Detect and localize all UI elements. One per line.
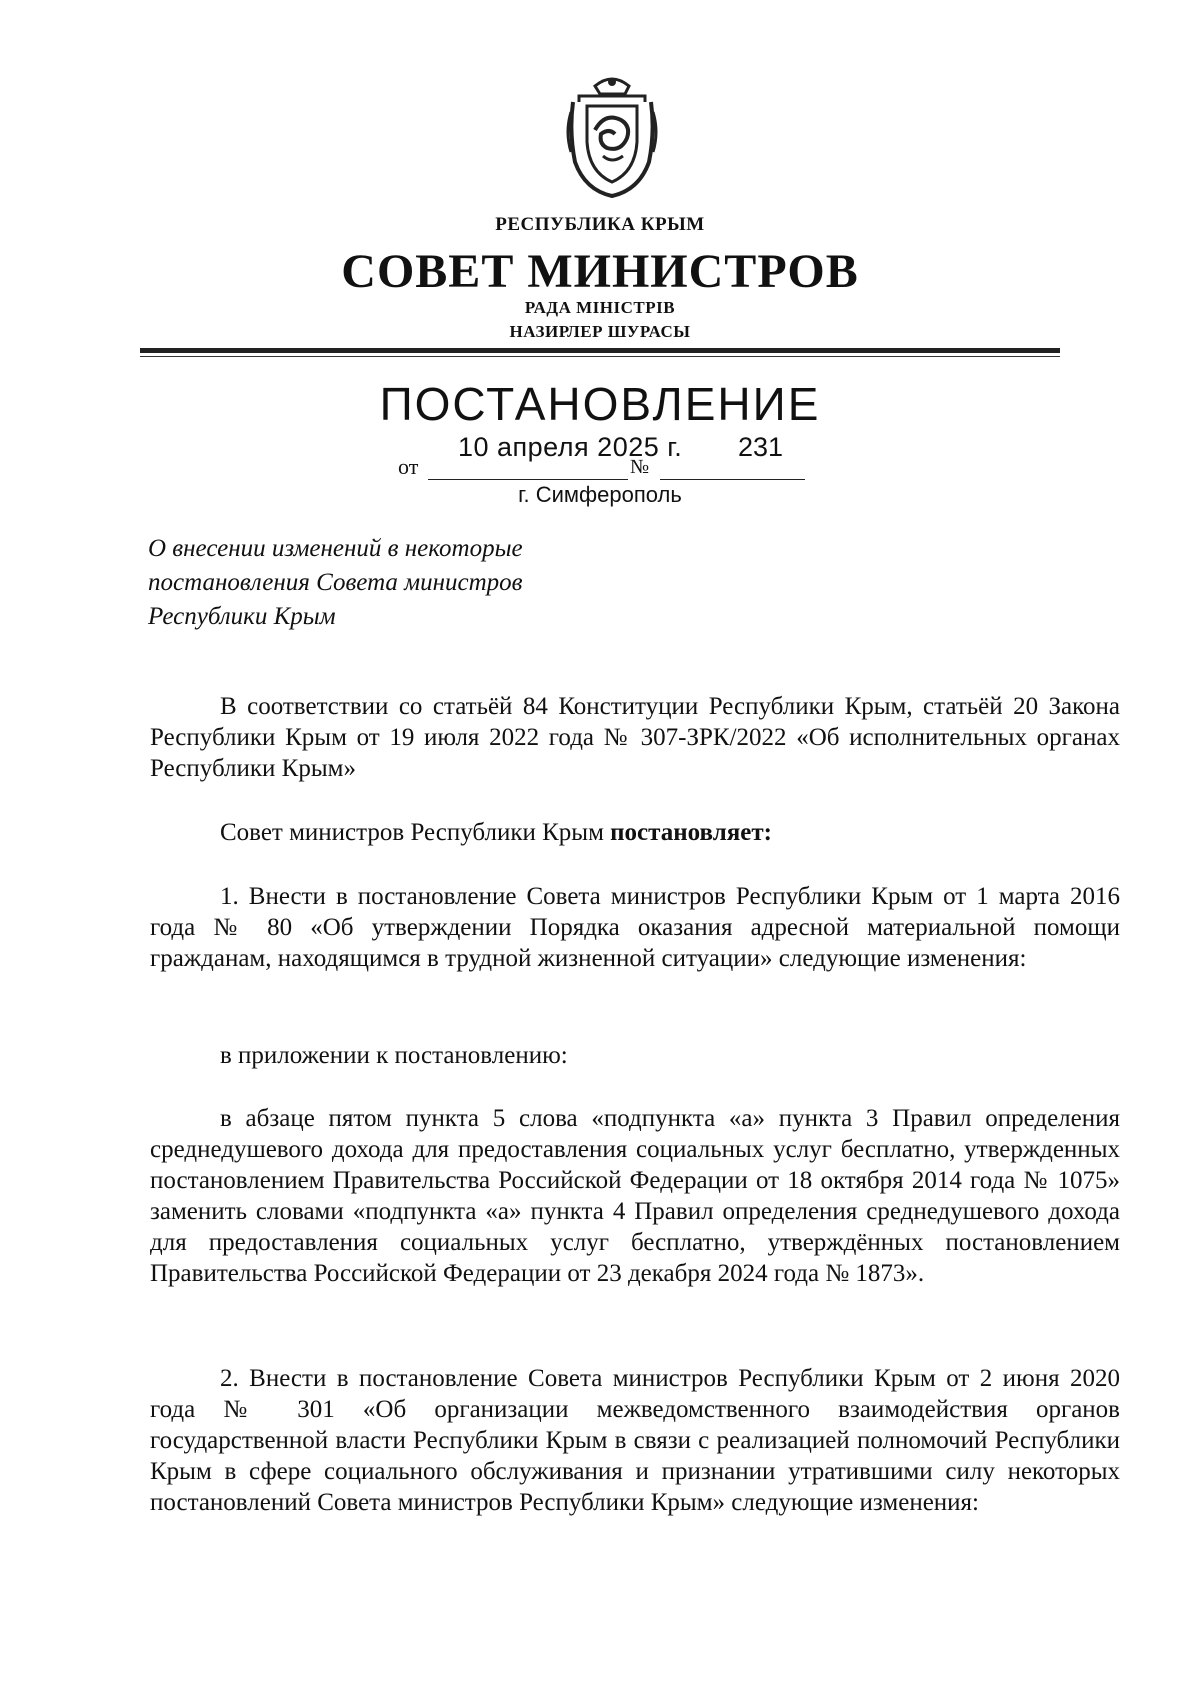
decree-city: г. Симферополь [518,482,682,507]
republic-name: РЕСПУБЛИКА КРЫМ [495,214,705,235]
decree-title: О внесении изменений в некоторые постановления Совета министров Республики Крым [148,535,523,630]
header-divider [140,348,1060,353]
from-label: от [398,454,419,479]
date-number-row [0,432,1200,482]
coat-of-arms-icon [565,72,660,200]
resolves-paragraph [150,817,1120,848]
item-2-paragraph: 2. Внести в постановление Совета министров Республики Крым от 2 июня 2020 года № 301 «Об организации межведомственного взаимодействия органов государственной власти Республики Крым в связи с реализацией полномочий Республики Крым в сфере социального обслуживания и признании утратившими силу некоторых постановлений Совета министров Республики Крым» следующие изменения: [150,1365,1120,1516]
decree-number: 231 [738,432,784,462]
date-underline [428,479,628,480]
number-underline [660,479,805,480]
document-type: ПОСТАНОВЛЕНИЕ [379,378,821,430]
item-1-paragraph: 1. Внести в постановление Совета министров Республики Крым от 1 марта 2016 года № 80 «Об утверждении Порядка оказания адресной материальной помощи гражданам, находящимся в трудной жизненной ситуации» следующие изменения: [150,883,1120,972]
number-label: № [630,456,650,478]
preamble-paragraph: В соответствии со статьёй 84 Конституции Республики Крым, статьёй 20 Закона Республики Крым от 19 июля 2022 года № 307-ЗРК/2022 «Об исполнительных органах Республики Крым» [150,693,1120,782]
council-name: СОВЕТ МИНИСТРОВ [341,245,859,298]
item-1-change-paragraph: в абзаце пятом пункта 5 слова «подпункта «а» пункта 3 Правил определения среднедушевого дохода для предоставления социальных услуг бесплатно, утвержденных постановлением Правительства Российской Федерации от 18 октября 2014 года № 1075» заменить словами «подпункта «а» пункта 4 Правил определения среднедушевого дохода для предоставления социальных услуг бесплатно, утверждённых постановлением Правительства Российской Федерации от 23 декабря 2024 года № 1873». [150,1105,1120,1287]
header-divider-thin [140,356,1060,357]
resolves-keyword: постановляет: [610,819,772,846]
resolves-prefix: Совет министров Республики Крым [220,819,611,846]
council-name-ukr: РАДА МІНІСТРІВ [524,298,676,317]
council-name-crh: НАЗИРЛЕР ШУРАСЫ [509,322,691,341]
decree-date: 10 апреля 2025 г. [458,432,683,462]
item-1-appendix-paragraph: в приложении к постановлению: [220,1042,568,1069]
